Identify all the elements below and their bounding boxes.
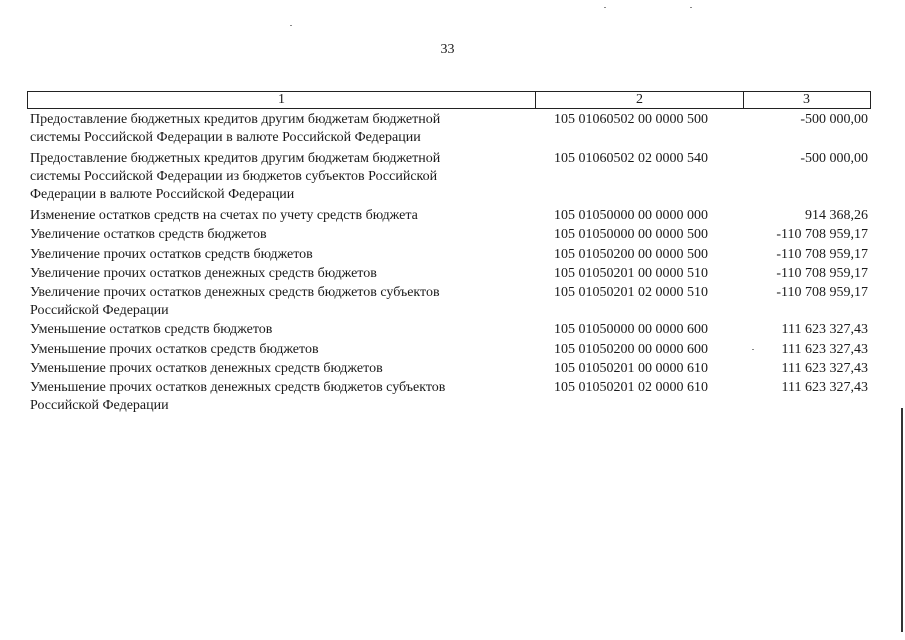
row-code: 105 01050201 02 0000 510 [554, 285, 708, 301]
table-row [30, 284, 875, 320]
scan-speck [752, 349, 754, 350]
row-name: Уменьшение прочих остатков денежных средств бюджетов субъектов Российской Федерации [30, 380, 446, 414]
row-amount: 111 623 327,43 [781, 341, 868, 357]
row-name: Предоставление бюджетных кредитов другим бюджетам бюджетной системы Российской Федерации из бюджетов субъектов Российской Федерации в валюте Российской Федерации [30, 151, 441, 202]
table-row [30, 265, 875, 283]
row-code: 105 01050200 00 0000 600 [554, 341, 708, 357]
scan-speck [290, 25, 292, 26]
column-header-1: 1 [28, 92, 536, 108]
row-name: Изменение остатков средств на счетах по учету средств бюджета [30, 208, 418, 223]
table-row [30, 360, 875, 378]
row-amount: 111 623 327,43 [781, 322, 868, 338]
row-amount: 111 623 327,43 [781, 361, 868, 377]
row-amount: -110 708 959,17 [776, 246, 868, 262]
table-row [30, 226, 875, 244]
row-amount: 111 623 327,43 [781, 380, 868, 396]
table-row [30, 321, 875, 339]
row-code: 105 01050201 00 0000 610 [554, 361, 708, 377]
table-header [27, 91, 871, 109]
table-row [30, 341, 875, 359]
row-name: Увеличение прочих остатков денежных средств бюджетов субъектов Российской Федерации [30, 285, 440, 319]
row-amount: -110 708 959,17 [776, 265, 868, 281]
row-code: 105 01050000 00 0000 000 [554, 208, 708, 223]
row-name: Уменьшение остатков средств бюджетов [30, 322, 273, 338]
row-name: Увеличение остатков средств бюджетов [30, 227, 267, 243]
row-amount: -110 708 959,17 [776, 227, 868, 243]
scan-edge-line [901, 408, 903, 632]
table-row [30, 207, 875, 225]
table-row [30, 111, 875, 147]
column-header-3: 3 [803, 92, 810, 107]
row-name: Уменьшение прочих остатков средств бюджетов [30, 341, 319, 357]
table-row [30, 150, 875, 204]
row-code: 105 01050201 00 0000 510 [554, 265, 708, 281]
scan-speck [604, 7, 606, 8]
row-code: 105 01060502 00 0000 500 [554, 112, 708, 127]
row-code: 105 01050200 00 0000 500 [554, 246, 708, 262]
row-code: 105 01050000 00 0000 600 [554, 322, 708, 338]
row-code: 105 01050201 02 0000 610 [554, 380, 708, 396]
row-amount: 914 368,26 [805, 208, 868, 223]
row-name: Увеличение прочих остатков средств бюджетов [30, 246, 313, 262]
row-name: Предоставление бюджетных кредитов другим бюджетам бюджетной системы Российской Федерации в валюте Российской Федерации [30, 112, 441, 145]
table-row [30, 379, 875, 415]
row-name: Уменьшение прочих остатков денежных средств бюджетов [30, 361, 383, 377]
row-amount: -110 708 959,17 [776, 285, 868, 301]
scan-speck [690, 7, 692, 8]
row-name: Увеличение прочих остатков денежных средств бюджетов [30, 265, 377, 281]
table-row [30, 246, 875, 264]
page-number: 33 [440, 42, 455, 57]
column-header-2: 2 [536, 92, 744, 108]
row-code: 105 01050000 00 0000 500 [554, 227, 708, 243]
row-amount: -500 000,00 [800, 112, 868, 127]
row-amount: -500 000,00 [800, 151, 868, 166]
table-body [30, 111, 875, 417]
row-code: 105 01060502 02 0000 540 [554, 151, 708, 166]
